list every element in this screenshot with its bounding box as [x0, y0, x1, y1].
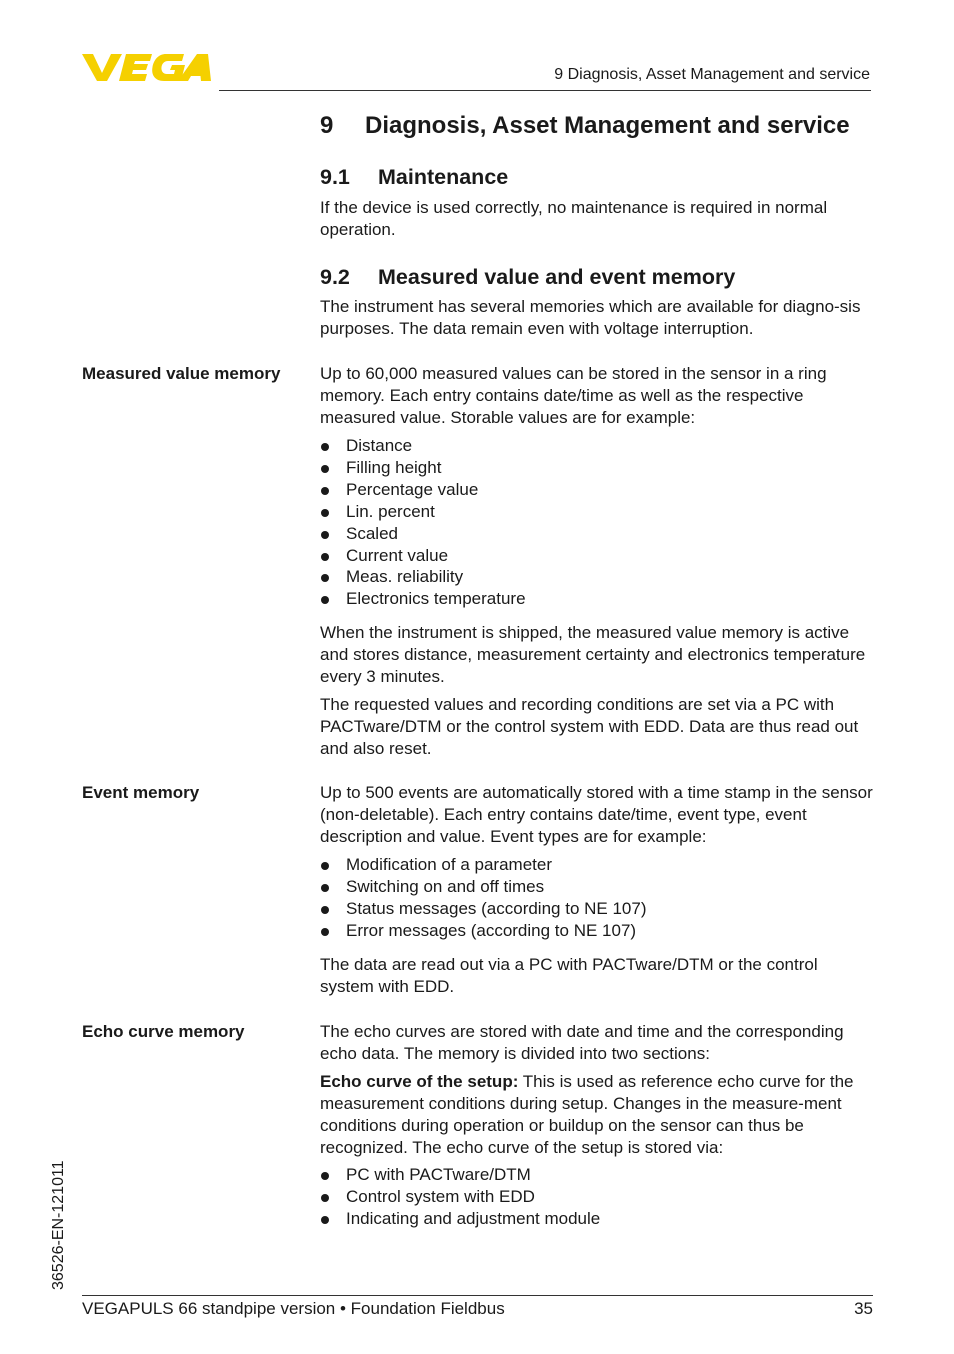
bullet-icon	[321, 862, 329, 870]
page-number: 35	[854, 1299, 873, 1318]
memory-intro: The instrument has several memories which are available for diagno-sis purposes. The data remain even with voltage interruption.	[320, 297, 861, 338]
chapter-heading	[320, 112, 850, 140]
echo-curve-setup-text: This is used as reference echo curve for the measurement conditions during setup. Changes in the measure-ment conditions during operation or buildup on the sensor can thus be recognized. The echo curve of the setup is stored via:	[320, 1072, 854, 1157]
running-header: 9 Diagnosis, Asset Management and service	[554, 66, 870, 83]
list-item: Meas. reliability	[320, 566, 875, 588]
measured-value-memory-para-2: The requested values and recording conditions are set via a PC with PACTware/DTM or the control system with EDD. Data are thus read out and also reset.	[320, 695, 859, 758]
section-heading-memory	[320, 265, 735, 290]
list-item: Indicating and adjustment module	[320, 1208, 875, 1230]
bullet-icon	[321, 906, 329, 914]
bullet-icon	[321, 596, 329, 604]
bullet-icon	[321, 1216, 329, 1224]
echo-curve-setup-para	[320, 1071, 875, 1159]
section-title: Measured value and event memory	[378, 265, 736, 289]
bullet-icon	[321, 443, 329, 451]
list-item: Control system with EDD	[320, 1186, 875, 1208]
bullet-icon	[321, 1194, 329, 1202]
event-memory-label: Event memory	[82, 783, 200, 802]
list-item: Scaled	[320, 523, 875, 545]
echo-curve-memory-intro: The echo curves are stored with date and time and the corresponding echo data. The memory is divided into two sections:	[320, 1022, 844, 1063]
bullet-icon	[321, 574, 329, 582]
list-item: Lin. percent	[320, 501, 875, 523]
measured-value-memory-para-1: When the instrument is shipped, the measured value memory is active and stores distance, measurement certainty and electronics temperature every 3 minutes.	[320, 623, 866, 686]
bullet-icon	[321, 928, 329, 936]
chapter-number: 9	[320, 112, 334, 139]
document-code: 36526-EN-121011	[50, 1160, 67, 1290]
measured-value-memory-label: Measured value memory	[82, 364, 281, 383]
bullet-icon	[321, 1172, 329, 1180]
section-number: 9.1	[320, 165, 350, 189]
chapter-title: Diagnosis, Asset Management and service	[365, 112, 850, 139]
list-item: Current value	[320, 545, 875, 567]
measured-value-memory-intro: Up to 60,000 measured values can be stored in the sensor in a ring memory. Each entry contains date/time as well as the respective measured value. Storable values are for example:	[320, 364, 827, 427]
bullet-icon	[321, 553, 329, 561]
bullet-icon	[321, 509, 329, 517]
echo-curve-memory-label: Echo curve memory	[82, 1022, 245, 1041]
bullet-icon	[321, 884, 329, 892]
event-types-list	[320, 854, 875, 942]
list-item: Filling height	[320, 457, 875, 479]
list-item: Error messages (according to NE 107)	[320, 920, 875, 942]
footer-divider	[82, 1295, 873, 1296]
vega-logo	[80, 50, 212, 84]
header-divider	[219, 90, 871, 91]
footer-title: VEGAPULS 66 standpipe version • Foundation Fieldbus	[82, 1299, 505, 1318]
bullet-icon	[321, 531, 329, 539]
measured-values-list	[320, 435, 875, 610]
section-title: Maintenance	[378, 165, 509, 189]
list-item: PC with PACTware/DTM	[320, 1164, 875, 1186]
list-item: Electronics temperature	[320, 588, 875, 610]
list-item: Distance	[320, 435, 875, 457]
maintenance-text: If the device is used correctly, no maintenance is required in normal operation.	[320, 198, 828, 239]
event-memory-intro: Up to 500 events are automatically stored with a time stamp in the sensor (non-deletable). Each entry contains date/time, event type, event description and value. Event types are for example:	[320, 783, 873, 846]
section-number: 9.2	[320, 265, 350, 289]
list-item: Percentage value	[320, 479, 875, 501]
bullet-icon	[321, 487, 329, 495]
echo-curve-storage-list	[320, 1164, 875, 1230]
list-item: Modification of a parameter	[320, 854, 875, 876]
list-item: Status messages (according to NE 107)	[320, 898, 875, 920]
bullet-icon	[321, 465, 329, 473]
event-memory-para-1: The data are read out via a PC with PACTware/DTM or the control system with EDD.	[320, 955, 818, 996]
list-item: Switching on and off times	[320, 876, 875, 898]
section-heading-maintenance	[320, 165, 508, 190]
echo-curve-setup-label: Echo curve of the setup:	[320, 1072, 519, 1091]
